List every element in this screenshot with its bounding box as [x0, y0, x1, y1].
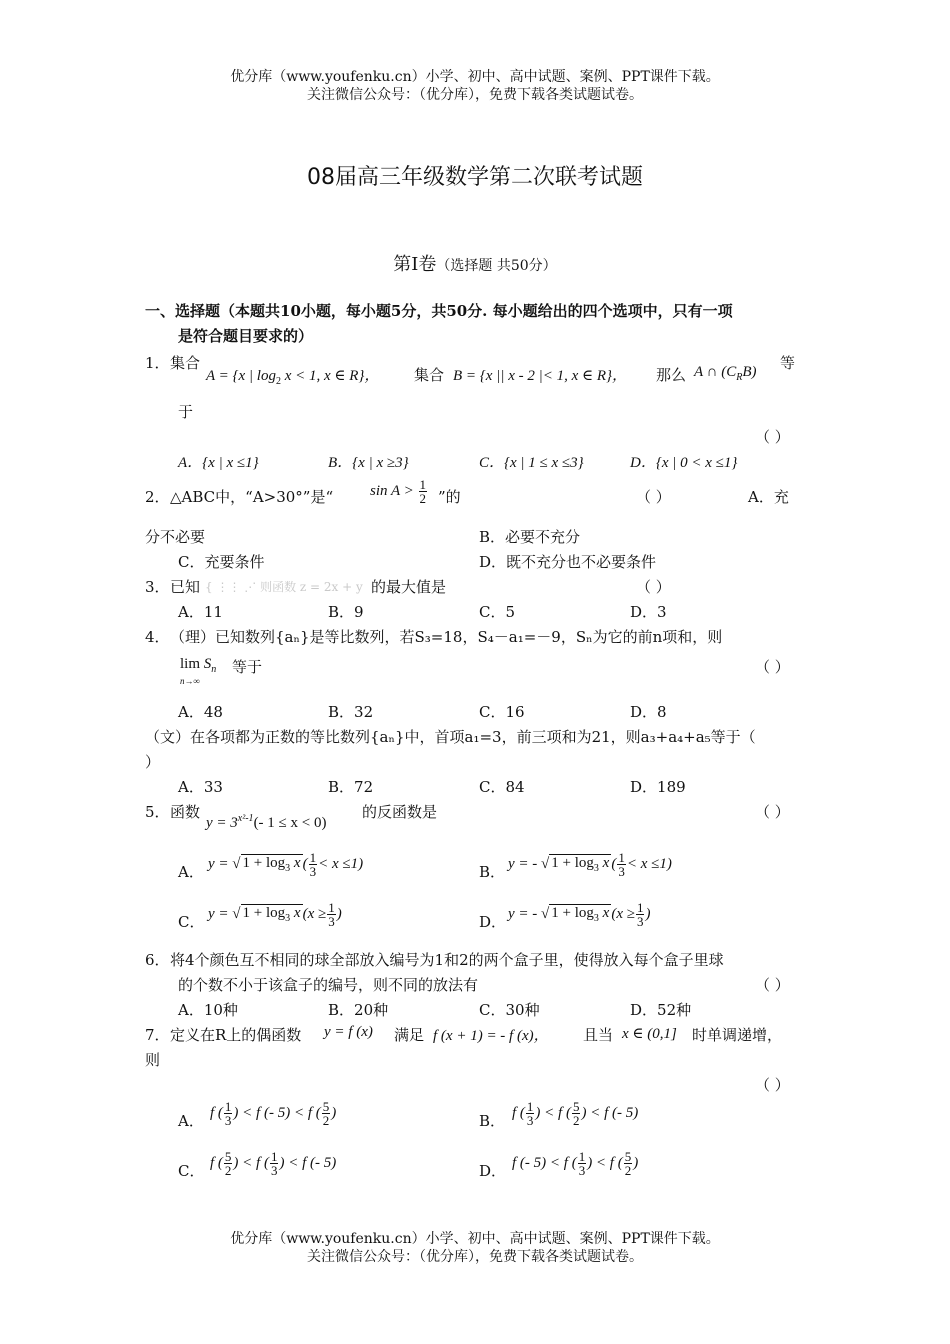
section-heading-line2: 是符合题目要求的）	[178, 327, 314, 345]
q6-option-c: C．30种	[479, 1001, 540, 1019]
q5-option-b: y = - √ $1 + \log_3 x$ ( $\frac{1}{3}$ < x ≤1)	[508, 850, 672, 879]
q1-math-c: A ∩ $(C_RB)$	[694, 364, 757, 383]
q7-text-c: 且当	[583, 1026, 614, 1044]
q5-option-a-label: A．	[178, 863, 204, 881]
q5-option-c-label: C．	[178, 913, 205, 931]
q4-option-a: A．48	[178, 703, 223, 721]
footer-line-1: 优分库（www.youfenku.cn）小学、初中、高中试题、案例、PPT课件下载。	[230, 1231, 720, 1247]
q4-option-b: B．32	[328, 703, 374, 721]
part-heading	[0, 250, 950, 276]
q7-option-d-label: D．	[479, 1162, 507, 1180]
q7-text-d: 时单调递增，	[692, 1026, 783, 1044]
section-heading-line1: 一、选择题（本题共10小题，每小题5分，共50分. 每小题给出的四个选项中，只有一项	[145, 302, 733, 320]
q5-option-b-label: B．	[479, 863, 506, 881]
q1-answer-paren: （ ）	[755, 428, 790, 446]
q1-option-a: A．{x | x ≤1}	[178, 455, 259, 471]
q2-text-b: ”的	[438, 488, 461, 506]
q3-blurred-formula: { ⋮⋮ ⋰ 则函数 z = 2x + y	[205, 580, 363, 594]
page-title: 08届高三年级数学第二次联考试题	[307, 165, 643, 190]
q2-tail: A．充	[748, 488, 789, 506]
q1-text-c: 那么	[656, 366, 687, 384]
q2-text-a: △ABC中，“A>30°”是“	[170, 488, 334, 506]
q7-option-a: f ( $\frac{1}{3}$ ) < f (- 5) < f ( $\frac{5}{2}$ )	[210, 1099, 337, 1128]
q4-option-d: D．8	[630, 703, 667, 721]
q4-wen: （文）在各项都为正数的等比数列{aₙ}中，首项a₁=3，前三项和为21，则a₃+a₄+a₅等于（	[145, 728, 756, 746]
q3-option-a: A．11	[178, 603, 223, 621]
header-line-2: 关注微信公众号：（优分库），免费下载各类试题试卷。	[307, 87, 643, 103]
q7-answer-paren: （ ）	[755, 1076, 790, 1094]
q7-option-a-label: A．	[178, 1112, 204, 1130]
q1-text-b: 集合	[414, 366, 445, 384]
q4-wen-option-a: A．33	[178, 778, 223, 796]
q4-limit-subscript: n→∞	[180, 676, 200, 686]
header-line-1: 优分库（www.youfenku.cn）小学、初中、高中试题、案例、PPT课件下载。	[230, 69, 720, 85]
q7-option-b: f ( $\frac{1}{3}$ ) < f ( $\frac{5}{2}$ ) < f (- 5)	[512, 1099, 639, 1128]
q4-option-c: C．16	[479, 703, 525, 721]
q3-option-d: D．3	[630, 603, 667, 621]
q2-fraction: $\frac{1}{2}$	[419, 477, 426, 506]
q3-answer-paren: （ ）	[636, 578, 671, 596]
q5-option-d-label: D．	[479, 913, 507, 931]
q5-text-a: 函数	[170, 803, 201, 821]
q1-math-b: B = {x || x - 2 |< 1, x ∈ R}，	[453, 368, 628, 384]
q4-wen-option-b: B．72	[328, 778, 374, 796]
q1-text-a: 集合	[170, 354, 201, 372]
q7-line2: 则	[145, 1051, 161, 1069]
q3-option-c: C．5	[479, 603, 516, 621]
q5-option-c: y = √ $1 + \log_3 x$ (x ≥ $\frac{1}{3}$ )	[208, 900, 342, 929]
part-note: （选择题 共50分）	[436, 258, 557, 274]
q6-line1: 将4个颜色互不相同的球全部放入编号为1和2的两个盒子里，使得放入每个盒子里球	[170, 951, 724, 969]
q7-number: 7．	[145, 1026, 170, 1044]
q7-option-c: f ( $\frac{5}{2}$ ) < f ( $\frac{1}{3}$ ) < f (- 5)	[210, 1149, 337, 1178]
q1-math-a: A = {x | $\log_2 x < 1$, x ∈ R}，	[206, 368, 380, 387]
q3-text-a: 已知	[170, 578, 201, 596]
q3-text-b: 的最大值是	[371, 578, 447, 596]
q7-option-c-label: C．	[178, 1162, 205, 1180]
q3-option-b: B．9	[328, 603, 364, 621]
q4-wen-end: ）	[145, 753, 161, 771]
q4-limit: $\lim S_n$	[180, 656, 217, 675]
q7-math-a: y = f (x)	[324, 1024, 373, 1040]
q4-wen-option-d: D．189	[630, 778, 686, 796]
q4-number: 4．	[145, 628, 170, 646]
q3-number: 3．	[145, 578, 170, 596]
q1-option-d: D．{x | 0 < x ≤1}	[630, 455, 738, 471]
q7-text-a: 定义在R上的偶函数	[170, 1026, 302, 1044]
q7-math-b: f (x + 1) = - f (x)，	[433, 1028, 549, 1044]
q2-option-d: D．既不充分也不必要条件	[479, 553, 657, 571]
q1-option-c: C．{x | 1 ≤ x ≤3}	[479, 455, 584, 471]
q6-option-a: A．10种	[178, 1001, 238, 1019]
q5-option-a: y = √ $1 + \log_3 x$ ( $\frac{1}{3}$ < x ≤1)	[208, 850, 364, 879]
q6-option-d: D．52种	[630, 1001, 692, 1019]
part-name: 第Ⅰ卷	[393, 254, 437, 275]
q2-option-c: C．充要条件	[178, 553, 265, 571]
q4-answer-paren: （ ）	[755, 658, 790, 676]
q6-line2: 的个数不小于该盒子的编号，则不同的放法有	[178, 976, 479, 994]
q6-answer-paren: （ ）	[755, 976, 790, 994]
q5-math: $y = 3^{x^2-1}(-$ 1 ≤ x < 0)	[206, 813, 327, 831]
q6-option-b: B．20种	[328, 1001, 389, 1019]
q4-wen-option-c: C．84	[479, 778, 525, 796]
q7-math-c: x ∈ (0,1]	[622, 1026, 677, 1042]
q5-number: 5．	[145, 803, 170, 821]
q1-text-e: 于	[178, 403, 194, 421]
q1-text-d: 等	[780, 354, 796, 372]
q4-text-b: 等于	[232, 658, 263, 676]
q7-option-d: f (- 5) < f ( $\frac{1}{3}$ ) < f ( $\frac{5}{2}$ )	[512, 1149, 639, 1178]
q2-math: sin A > $\frac{1}{2}$	[370, 477, 426, 506]
q2-line2: 分不必要	[145, 528, 206, 546]
q2-option-b: B．必要不充分	[479, 528, 581, 546]
q5-answer-paren: （ ）	[755, 803, 790, 821]
q1-option-b: B．{x | x ≥3}	[328, 455, 409, 471]
footer-line-2: 关注微信公众号：（优分库），免费下载各类试题试卷。	[307, 1249, 643, 1265]
q4-text: （理）已知数列{aₙ}是等比数列，若S₃=18，S₄－a₁=－9，Sₙ为它的前n项和，则	[170, 628, 723, 646]
q5-text-b: 的反函数是	[362, 803, 438, 821]
q2-answer-paren: （ ）	[636, 488, 671, 506]
q2-number: 2．	[145, 488, 170, 506]
q5-option-d: y = - √ $1 + \log_3 x$ (x ≥ $\frac{1}{3}$ )	[508, 900, 651, 929]
q7-option-b-label: B．	[479, 1112, 506, 1130]
q7-text-b: 满足	[394, 1026, 425, 1044]
q1-number: 1．	[145, 354, 170, 372]
q6-number: 6．	[145, 951, 170, 969]
